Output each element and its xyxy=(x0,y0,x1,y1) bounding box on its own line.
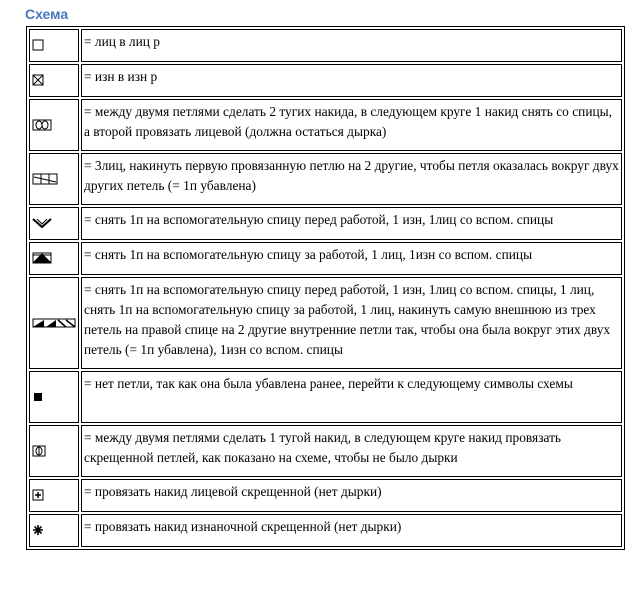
description-cell: = снять 1п на вспомогательную спицу перед работой, 1 изн, 1лиц со вспом. спицы, 1 лиц, снять 1п на вспомогательную спицу за работой, 1 лиц, накинуть самую внешнюю из трех петель на правой спице на 2 другие внутренние петли так, чтобы она была вокруг этих двух петель (= 1п убавлена), 1изн со вспом. спицы xyxy=(81,277,622,369)
table-row xyxy=(29,371,622,423)
double-yarn-over-icon xyxy=(32,119,52,131)
symbol-cell xyxy=(29,371,79,423)
symbol-cell xyxy=(29,29,79,62)
table-row xyxy=(29,277,622,369)
cable-front-icon xyxy=(32,217,52,229)
no-stitch-filled-square-icon xyxy=(32,391,44,403)
description-cell: = снять 1п на вспомогательную спицу перед работой, 1 изн, 1лиц со вспом. спицы xyxy=(81,207,622,240)
description-cell: = изн в изн р xyxy=(81,64,622,97)
description-cell: = нет петли, так как она была убавлена ранее, перейти к следующему символы схемы xyxy=(81,371,622,423)
description-cell: = провязать накид лицевой скрещенной (нет дырки) xyxy=(81,479,622,512)
description-cell: = лиц в лиц р xyxy=(81,29,622,62)
twisted-knit-yarn-over-icon xyxy=(32,489,44,501)
page-title: Схема xyxy=(25,6,69,22)
symbol-cell xyxy=(29,479,79,512)
table-row xyxy=(29,242,622,275)
description-cell: = 3лиц, накинуть первую провязанную петлю на 2 другие, чтобы петля оказалась вокруг двух других петель (= 1п убавлена) xyxy=(81,153,622,205)
single-yarn-over-icon xyxy=(32,445,46,457)
table-row xyxy=(29,514,622,547)
symbol-cell xyxy=(29,425,79,477)
description-cell: = между двумя петлями сделать 1 тугой накид, в следующем круге накид провязать скрещенной петлей, как показано на схеме, чтобы не было дырки xyxy=(81,425,622,477)
symbol-cell xyxy=(29,99,79,151)
table-row xyxy=(29,207,622,240)
table-row xyxy=(29,64,622,97)
three-knit-pass-over-icon xyxy=(32,173,58,185)
knit-stitch-square-icon xyxy=(32,39,44,51)
symbol-cell xyxy=(29,64,79,97)
symbol-cell xyxy=(29,514,79,547)
table-row xyxy=(29,479,622,512)
description-cell: = снять 1п на вспомогательную спицу за работой, 1 лиц, 1изн со вспом. спицы xyxy=(81,242,622,275)
symbol-cell xyxy=(29,207,79,240)
legend-table xyxy=(26,26,625,550)
symbol-cell xyxy=(29,277,79,369)
table-row xyxy=(29,99,622,151)
twisted-purl-yarn-over-icon xyxy=(32,524,44,536)
cable-back-icon xyxy=(32,252,52,264)
description-cell: = провязать накид изнаночной скрещенной (нет дырки) xyxy=(81,514,622,547)
table-row xyxy=(29,29,622,62)
table-row xyxy=(29,425,622,477)
complex-cable-icon xyxy=(32,318,76,328)
description-cell: = между двумя петлями сделать 2 тугих накида, в следующем круге 1 накид снять со спицы, а второй провязать лицевой (должна остаться дырка) xyxy=(81,99,622,151)
table-row xyxy=(29,153,622,205)
purl-stitch-crossed-square-icon xyxy=(32,74,44,86)
symbol-cell xyxy=(29,242,79,275)
symbol-cell xyxy=(29,153,79,205)
